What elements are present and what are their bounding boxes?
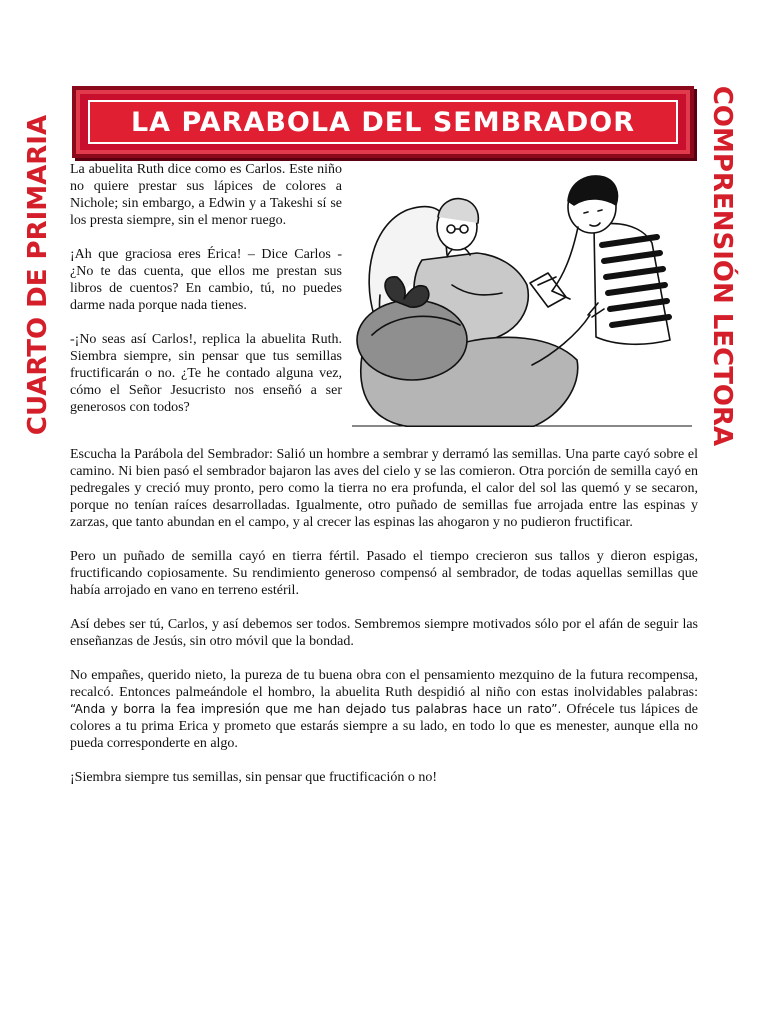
- handwritten-quote: “Anda y borra la fea impresión que me han dejado tus palabras hace un rato”.: [70, 702, 562, 716]
- story-paragraph: ¡Siembra siempre tus semillas, sin pensar que fructificación o no!: [70, 770, 438, 785]
- story-paragraph: Pero un puñado de semilla cayó en tierra fértil. Pasado el tiempo crecieron sus tallos y dieron espigas, fructificando copiosamente. Su rendimiento generoso compensó al sembrador, de todas aquellas semillas que había arrojado en vano en terreno estéril.: [70, 549, 698, 598]
- side-label-left: [16, 114, 60, 436]
- title-banner-inner: [88, 100, 678, 144]
- intro-paragraph: La abuelita Ruth dice como es Carlos. Este niño no quiere prestar sus lápices de colores a Nichole; sin embargo, a Edwin y a Takeshi sí se los presta siempre, sin el menor ruego.: [70, 162, 342, 228]
- intro-paragraph: -¡No seas así Carlos!, replica la abuelita Ruth. Siembra siempre, sin pensar que tus semillas fructificarán o no. ¿Te he contado alguna vez, cómo el Señor Jesucristo nos enseñó a ser generosos con todos?: [70, 332, 342, 415]
- story-paragraph: Así debes ser tú, Carlos, y así debemos ser todos. Sembremos siempre motivados sólo por el afán de seguir las enseñanzas de Jesús, sin otro móvil que la bondad.: [70, 617, 698, 649]
- story-text: Ofrécele tus lápices de colores a tu prima Erica y prometo que estarás siempre a su lado, en todo lo que es menester, aunque ella no pueda corresponderte en algo.: [70, 702, 698, 751]
- story-body: [70, 446, 698, 803]
- side-label-right: [700, 85, 744, 447]
- subject-label: COMPRENSIÓN LECTORA: [707, 85, 738, 447]
- story-text: No empañes, querido nieto, la pureza de tu buena obra con el pensamiento mezquino de la futura recompensa, recalcó. Entonces palmeándole el hombro, la abuelita Ruth despidió al niño con estas inolvidables palabras:: [70, 668, 698, 700]
- story-paragraph: Escucha la Parábola del Sembrador: Salió un hombre a sembrar y derramó las semillas. Una parte cayó sobre el camino. Ni bien pasó el sembrador bajaron las aves del cielo y se las comieron. Otra porción de semilla cayó en pedregales y creció muy pronto, pero como la tierra no era profunda, el calor del sol las quemó y se secaron, porque no tenían raíces desarrolladas. Igualmente, otro puñado de semillas fue arrojada entre las espinas y zarzas, que tanto abundan en el campo, y al crecer las espinas las ahogaron y no pudieron fructificar.: [70, 447, 698, 530]
- intro-text: [70, 161, 342, 433]
- grade-label: CUARTO DE PRIMARIA: [23, 114, 53, 436]
- page-title: LA PARABOLA DEL SEMBRADOR: [130, 106, 636, 138]
- story-paragraph: [70, 667, 698, 752]
- title-banner: [72, 86, 694, 158]
- grandmother-children-illustration: [352, 165, 692, 427]
- intro-paragraph: ¡Ah que graciosa eres Érica! – Dice Carlos - ¿No te das cuenta, que ellos me prestan sus libros de cuentos? En cambio, tú, no puedes darme nada porque nada tienes.: [70, 247, 342, 313]
- girl-head: [357, 300, 467, 380]
